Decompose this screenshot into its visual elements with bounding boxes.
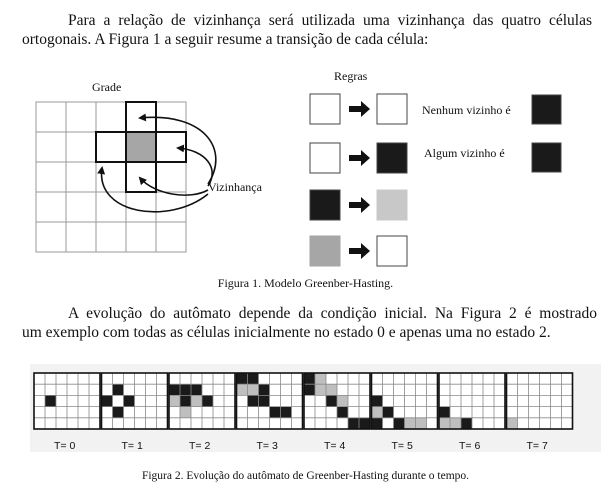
grid-cell bbox=[372, 407, 383, 418]
time-label: T= 0 bbox=[54, 440, 76, 452]
grid-cell bbox=[439, 407, 450, 418]
time-step-grid-2 bbox=[169, 373, 235, 429]
grid-cell bbox=[372, 395, 383, 406]
time-step-grid-7 bbox=[507, 373, 573, 429]
grid-cell bbox=[124, 395, 135, 406]
time-label: T= 4 bbox=[324, 440, 346, 452]
time-label: T= 6 bbox=[459, 440, 481, 452]
time-step-grid-1 bbox=[102, 373, 168, 429]
time-label: T= 7 bbox=[526, 440, 548, 452]
grid-cell bbox=[315, 373, 326, 384]
grid-cell bbox=[45, 395, 56, 406]
time-step-grid-3 bbox=[237, 373, 303, 429]
grid-cell bbox=[248, 395, 259, 406]
grid-cell bbox=[169, 395, 180, 406]
grid-cell bbox=[237, 384, 248, 395]
time-step-grid-0 bbox=[34, 373, 100, 429]
grid-cell bbox=[180, 407, 191, 418]
grid-cell bbox=[237, 373, 248, 384]
grid-cell bbox=[202, 395, 213, 406]
grid-cell bbox=[326, 384, 337, 395]
grid-cell bbox=[113, 407, 124, 418]
grid-label: Grade bbox=[92, 80, 122, 94]
grid-cell bbox=[304, 384, 315, 395]
grid-cell bbox=[191, 384, 202, 395]
grid-cell bbox=[348, 418, 359, 429]
time-step-grid-5 bbox=[372, 373, 438, 429]
rule-text-none: Nenhum vizinho é bbox=[422, 103, 511, 117]
grid-cell bbox=[304, 373, 315, 384]
grid-cell bbox=[461, 418, 472, 429]
grid-cell bbox=[281, 407, 292, 418]
grid-cell bbox=[507, 418, 518, 429]
time-step-grid-4 bbox=[304, 373, 370, 429]
grid-cell bbox=[180, 384, 191, 395]
grid-cell bbox=[359, 418, 370, 429]
paragraph-2-line-1: A evolução do autômato depende da condição inicial. Na Figura 2 é mostrado bbox=[68, 305, 597, 322]
rules-label: Regras bbox=[334, 69, 368, 83]
time-label: T= 5 bbox=[391, 440, 413, 452]
grid-cell bbox=[416, 418, 427, 429]
grid-cell bbox=[394, 418, 405, 429]
figure-2-caption: Figura 2. Evolução do autômato de Greenber-Hasting durante o tempo. bbox=[141, 470, 470, 482]
grid-cell bbox=[180, 395, 191, 406]
grid-cell bbox=[337, 407, 348, 418]
grid-cell bbox=[169, 384, 180, 395]
paragraph-2-line-2: um exemplo com todas as células inicialmente no estado 0 e apenas uma no estado 2. bbox=[22, 324, 551, 341]
time-label: T= 3 bbox=[256, 440, 278, 452]
paragraph-1-line-1: Para a relação de vizinhança será utilizada uma vizinhança das quatro células bbox=[68, 12, 592, 29]
rule-text-some: Algum vizinho é bbox=[424, 146, 505, 160]
neighborhood-label: Vizinhança bbox=[208, 180, 262, 194]
grid-cell bbox=[372, 418, 383, 429]
time-label: T= 1 bbox=[121, 440, 143, 452]
grid-cell bbox=[439, 418, 450, 429]
grid-cell bbox=[191, 395, 202, 406]
grid-cell bbox=[248, 373, 259, 384]
time-step-grid-6 bbox=[439, 373, 505, 429]
grid-cell bbox=[259, 384, 270, 395]
grid-cell bbox=[113, 384, 124, 395]
grid-cell bbox=[248, 384, 259, 395]
grid-cell bbox=[383, 407, 394, 418]
grid-cell bbox=[102, 395, 113, 406]
grid-cell bbox=[450, 418, 461, 429]
paragraph-1-line-2: ortogonais. A Figura 1 a seguir resume a transição de cada célula: bbox=[22, 31, 429, 48]
grid-cell bbox=[337, 395, 348, 406]
grid-cell bbox=[259, 395, 270, 406]
grid-cell bbox=[315, 384, 326, 395]
grid-cell bbox=[270, 407, 281, 418]
time-label: T= 2 bbox=[189, 440, 211, 452]
figure-1-caption: Figura 1. Modelo Greenber-Hasting. bbox=[217, 276, 394, 290]
grid-cell bbox=[405, 418, 416, 429]
grid-cell bbox=[326, 395, 337, 406]
